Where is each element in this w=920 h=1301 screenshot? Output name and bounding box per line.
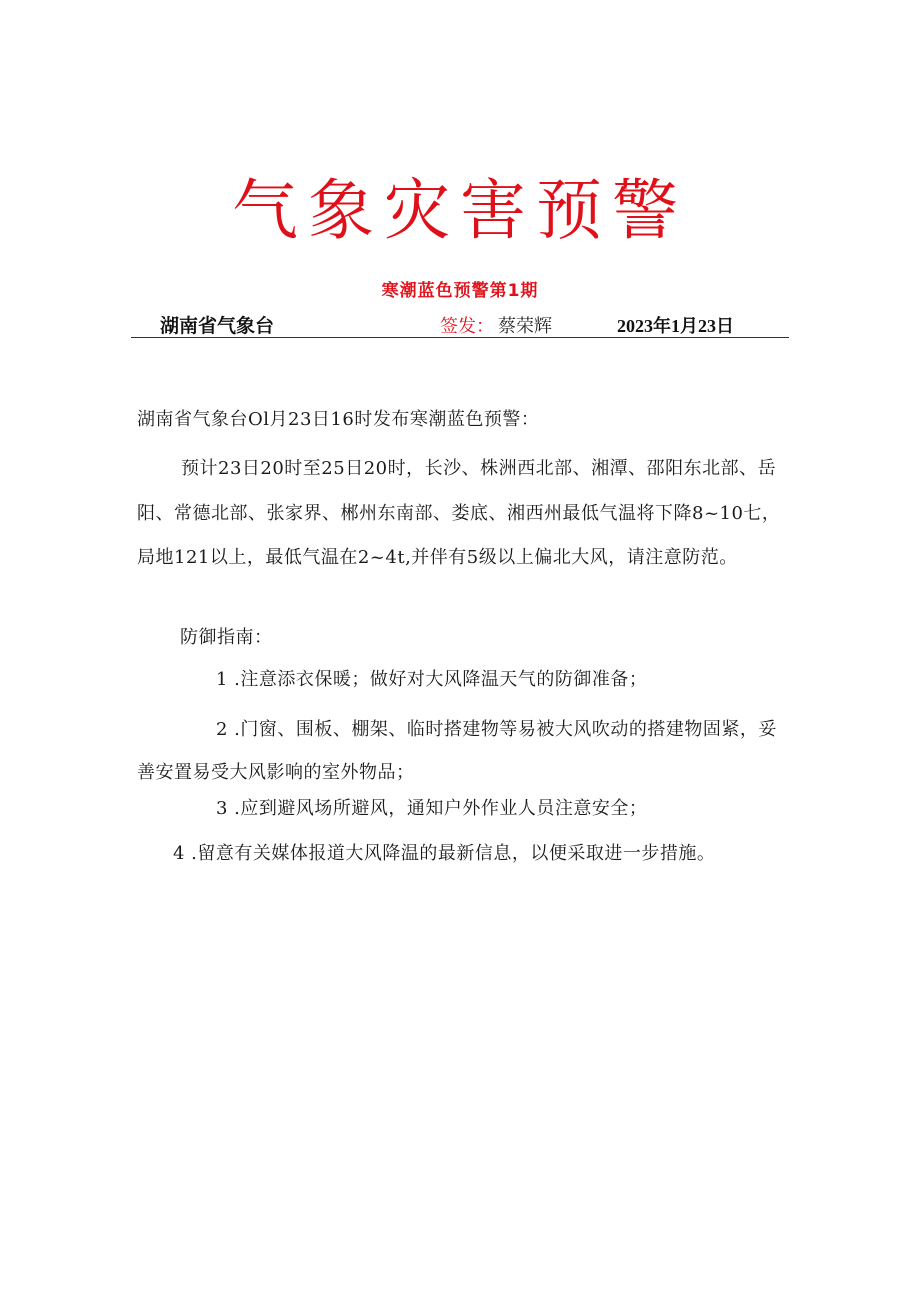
issue-date: 2023年1月23日 [617, 316, 734, 336]
header-divider [131, 337, 789, 338]
signer-name: 蔡荣辉 [498, 316, 552, 337]
guide-item [137, 708, 787, 794]
header-meta-row [0, 311, 920, 337]
document-title: 气象灾害预警 [232, 172, 688, 249]
signer-block [440, 312, 552, 338]
guide-item: 1 .注意添衣保暖；做好对大风降温天气的防御准备； [216, 669, 648, 690]
intro-paragraph: 湖南省气象台Ol月23日16时发布寒潮蓝色预警： [137, 409, 540, 430]
issuer-name: 湖南省气象台 [160, 315, 275, 337]
guide-item: 4 .留意有关媒体报道大风降温的最新信息，以便采取进一步措施。 [173, 843, 716, 864]
document-subtitle: 寒潮蓝色预警第1期 [381, 281, 539, 301]
forecast-paragraph [137, 447, 787, 581]
forecast-text: 预计23日20时至25日20时，长沙、株洲西北部、湘潭、邵阳东北部、岳阳、常德北部、张家界、郴州东南部、娄底、湘西州最低气温将下降8~10七，局地121以上，最低气温在2~4t,并伴有5级以上偏北大风，请注意防范。 [137, 458, 781, 568]
guide-heading: 防御指南： [180, 627, 273, 648]
guide-item-text: 2 .门窗、围板、棚架、临时搭建物等易被大风吹动的搭建物固紧，妥善安置易受大风影响的室外物品； [137, 719, 777, 783]
signer-label: 签发： [440, 316, 494, 337]
guide-item: 3 .应到避风场所避风，通知户外作业人员注意安全； [216, 798, 648, 819]
